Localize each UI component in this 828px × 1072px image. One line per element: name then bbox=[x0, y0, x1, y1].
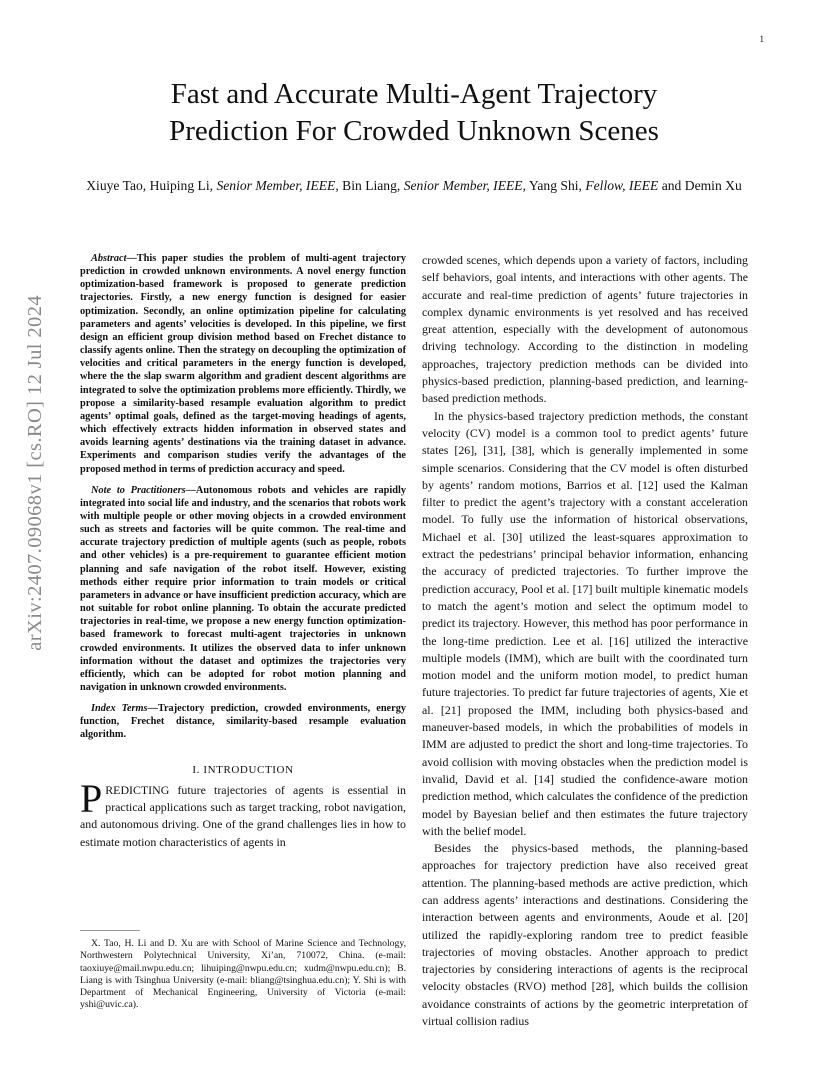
page-number: 1 bbox=[759, 34, 764, 44]
drop-cap: P bbox=[80, 775, 103, 821]
abstract-text: —This paper studies the problem of multi-agent trajectory prediction in crowded unknown environments. A novel energy function optimization-based framework is proposed to generate prediction trajectories. Firstly, a new energy function is designed for easier optimization. Secondly, an online optimization pipeline for calculating parameters and agents’ velocities is developed. In this pipeline, we first design an efficient group division method based on Frechet distance to classify agents online. Then the strategy on decoupling the optimization of velocities and critical parameters in the energy function is developed, where the the slap swarm algorithm and gradient descent algorithms are integrated to solve the optimization problems more efficiently. Thirdly, we propose a similarity-based resample evaluation algorithm to predict agents’ optimal goals, defined as the target-moving headings of agents, which effectively extracts hidden information in observed states and avoids learning agents’ destinations via the training dataset in advance. Experiments and comparison studies verify the advantages of the proposed method in terms of prediction accuracy and speed. bbox=[80, 253, 406, 475]
abstract-label: Abstract bbox=[91, 253, 127, 264]
body-paragraph-2: In the physics-based trajectory prediction methods, the constant velocity (CV) model is a common tool to predict agents’ future states [26], [31], [38], which is generally implemented in some simple scenarios. Considering that the CV model is often disturbed by agents’ random motions, Barrios et al. [12] used the Kalman filter to predict the agent’s trajectory with a constant acceleration model. To fully use the information of historical observations, Michael et al. [30] utilized the least-squares approximation to extract the pedestrians’ principal behavior information, enhancing the accuracy of predicted trajectories. To further improve the prediction accuracy, Pool et al. [17] built multiple kinematic models to match the agent’s motion and select the optimum model to predict its trajectory. However, this method has poor performance in the long-time prediction. Lee et al. [16] utilized the interactive multiple models (IMM), which are built with the coordinated turn motion model and the uniform motion model, to predict human future trajectories. To predict far future trajectories of agents, Xie et al. [21] proposed the IMM, including both physics-based and maneuver-based models, in which the probabilities of models in IMM are adjusted to predict the short and long-time trajectories. To avoid collision with moving obstacles when the prediction model is invalid, David et al. [14] studied the confidence-aware motion prediction method, which calculates the confidence of the prediction model by Bayesian belief and then estimates the future trajectory with the belief model. bbox=[422, 408, 748, 838]
author-affiliation-2: Senior Member, IEEE bbox=[403, 178, 523, 193]
index-terms-label: Index Terms bbox=[91, 703, 148, 715]
authors-part-3: , Yang Shi, bbox=[522, 178, 586, 193]
title-line-2: Prediction For Crowded Unknown Scenes bbox=[169, 115, 659, 147]
authors-part-2: , Bin Liang, bbox=[335, 178, 404, 193]
index-terms-text: —Trajectory prediction, crowded environments, energy function, Frechet distance, similarity-based resample evaluation algorithm. bbox=[80, 703, 406, 741]
authors-part-1: Xiuye Tao, Huiping Li, bbox=[86, 178, 217, 193]
note-to-practitioners bbox=[80, 484, 406, 695]
paper-title bbox=[80, 76, 748, 150]
section-heading-introduction: I. INTRODUCTION bbox=[192, 763, 294, 776]
title-line-1: Fast and Accurate Multi-Agent Trajectory bbox=[170, 78, 658, 110]
intro-paragraph bbox=[80, 775, 406, 851]
footnote-divider bbox=[80, 930, 140, 931]
abstract bbox=[80, 252, 406, 476]
index-terms bbox=[80, 702, 406, 741]
practitioners-text: —Autonomous robots and vehicles are rapidly integrated into social life and industry, and the scenarios that robots work with multiple people or other moving objects in a crowded environment such as streets and factories will be quite common. The real-time and accurate trajectory prediction of multiple agents (such as people, robots and other vehicles) is a pre-requirement to guarantee efficient motion planning and safe navigation of the robot itself. However, existing methods either require prior information to train models or critical parameters in advance or have insufficient prediction accuracy, which are not suitable for robot online planning. To obtain the accurate predicted trajectories in real-time, we propose a new energy function optimization-based framework to forecast multi-agent trajectories in unknown crowded environments. It utilizes the observed data to infer unknown information without the dataset and optimizes the trajectories very efficiently, which can be adopted for robot motion planning and navigation in unknown crowded environments. bbox=[80, 484, 406, 693]
arxiv-identifier-stamp: arXiv:2407.09068v1 [cs.RO] 12 Jul 2024 bbox=[24, 295, 46, 651]
author-affiliation-3: Fellow, IEEE bbox=[585, 178, 659, 193]
authors-part-4: and Demin Xu bbox=[658, 178, 742, 193]
practitioners-label: Note to Practitioners bbox=[91, 484, 186, 496]
body-paragraph-3: Besides the physics-based methods, the planning-based approaches for trajectory prediction have also received great attention. The planning-based methods are active prediction, which can address agents’ interactions and destinations. Considering the interaction between agents and environments, Aoude et al. [20] utilized the rapidly-exploring random tree to predict feasible trajectories of moving obstacles. Another approach to predict trajectories by considering interactions of agents is the reciprocal velocity obstacles (RVO) method [28], which builds the collision avoidance constraints of actions by the geometric interpretation of virtual collision radius bbox=[422, 841, 748, 1029]
author-list bbox=[80, 176, 748, 195]
author-footnote: X. Tao, H. Li and D. Xu are with School of Marine Science and Technology, Northwestern Polytechnical University, Xi’an, 710072, China. (e-mail: taoxiuye@mail.nwpu.edu.cn; lihuiping@nwpu.edu.cn; xudm@nwpu.edu.cn); B. Liang is with Tsinghua University (e-mail: bliang@tsinghua.edu.cn); Y. Shi is with Department of Mechanical Engineering, University of Victoria (e-mail: yshi@uvic.ca). bbox=[80, 938, 406, 1011]
right-column bbox=[422, 252, 748, 1030]
left-column bbox=[80, 252, 406, 851]
body-paragraph-1: crowded scenes, which depends upon a variety of factors, including self behaviors, goal intents, and interactions with other agents. The accurate and real-time prediction of agents’ future trajectories in complex dynamic environments is yet resolved and has received great attention, especially with the development of autonomous driving technology. According to the distinction in modeling approaches, trajectory prediction methods can be divided into physics-based prediction, planning-based prediction, and learning-based prediction methods. bbox=[422, 253, 748, 406]
intro-text: REDICTING future trajectories of agents is essential in practical applications such as target tracking, robot navigation, and autonomous driving. One of the grand challenges lies in how to estimate motion characteristics of agents in bbox=[80, 782, 406, 849]
author-affiliation-1: Senior Member, IEEE bbox=[216, 178, 336, 193]
